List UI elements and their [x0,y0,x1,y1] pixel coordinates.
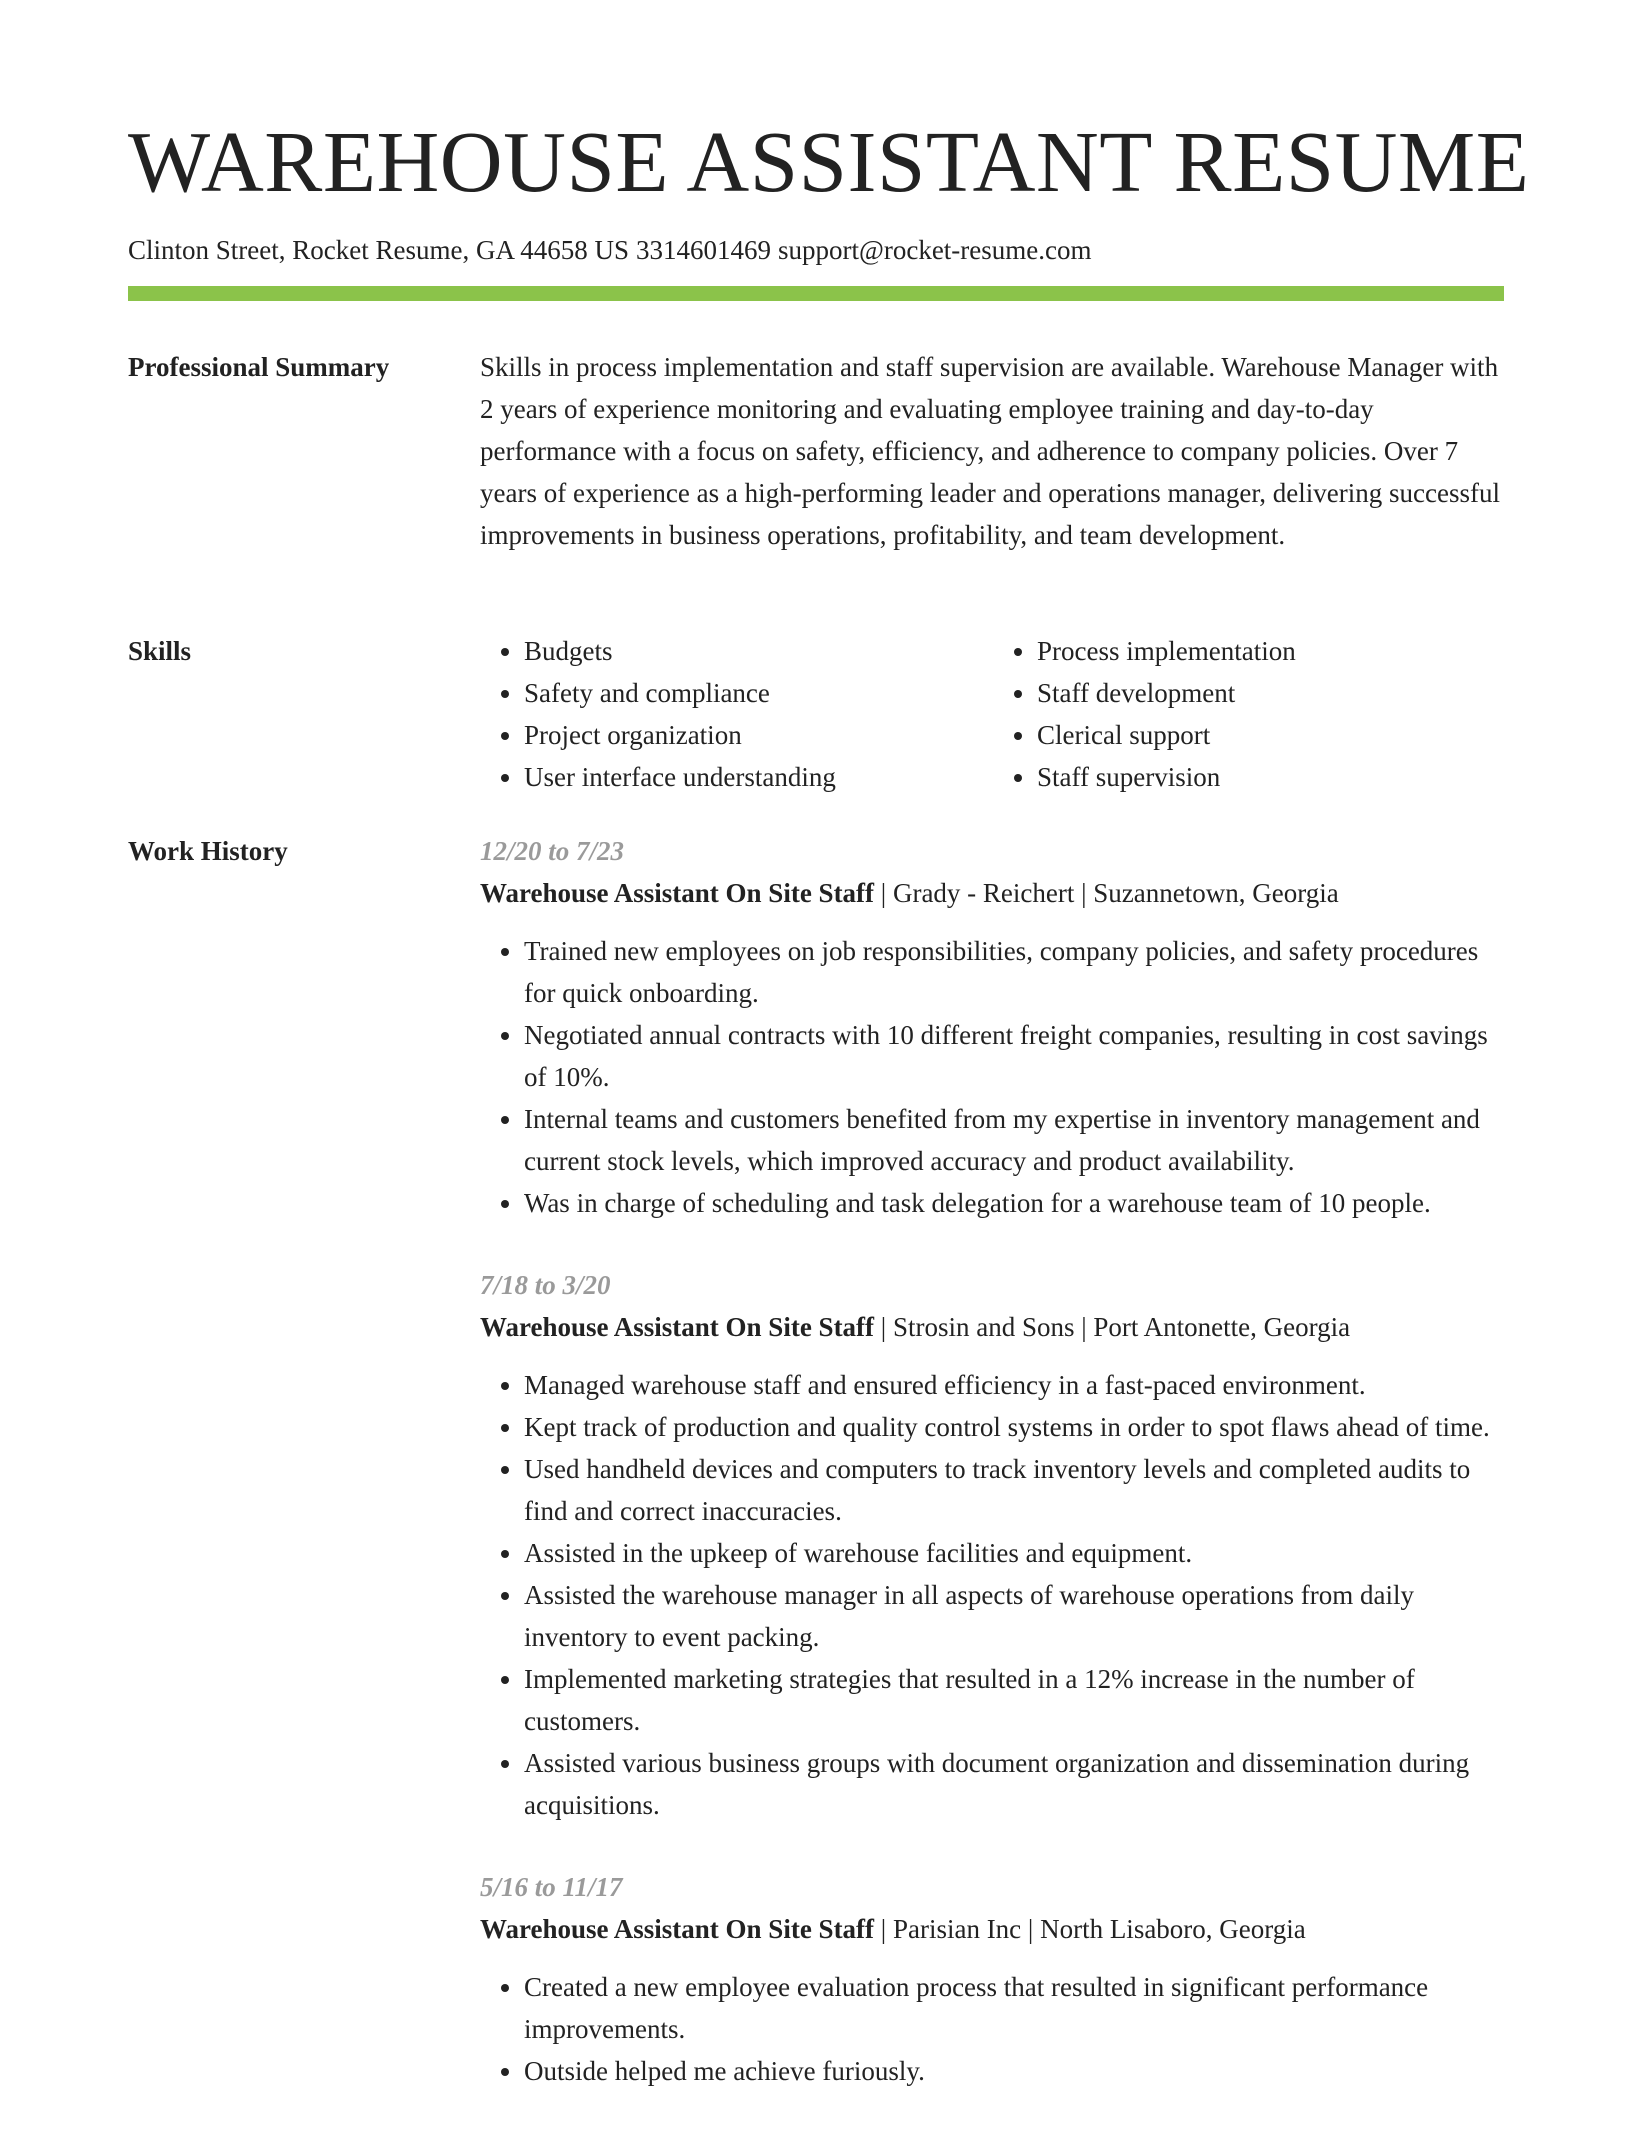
work-history-label: Work History [128,836,288,866]
separator: | [880,1312,887,1342]
resume-title: WAREHOUSE ASSISTANT RESUME [128,113,1530,210]
job-bullet: • Outside helped me achieve furiously. [524,2050,1506,2092]
summary-label: Professional Summary [128,352,390,382]
job-dates: 5/16 to 11/17 [480,1872,623,1902]
job-bullet: • Managed warehouse staff and ensured efficiency in a fast-paced environment. [524,1364,1506,1406]
contact-address: Clinton Street, Rocket Resume, GA 44658 US [128,235,629,265]
job-bullet: • Implemented marketing strategies that resulted in a 12% increase in the number of customers. [524,1658,1506,1742]
skill-item: • User interface understanding [524,756,993,798]
contact-line [128,232,1092,268]
separator: | [1027,1914,1034,1944]
job-bullet-list [480,930,1506,1224]
job-bullet: • Used handheld devices and computers to track inventory levels and completed audits to find and correct inaccuracies. [524,1448,1506,1532]
summary-text: Skills in process implementation and staff supervision are available. Warehouse Manager with 2 years of experience monitoring and evaluating employee training and day-to-day performance with a focus on safety, efficiency, and adherence to company policies. Over 7 years of experience as a high-performing leader and operations manager, delivering successful improvements in business operations, profitability, and team development. [480,352,1500,550]
job-company: Parisian Inc [892,1914,1022,1944]
job-bullet: • Negotiated annual contracts with 10 different freight companies, resulting in cost savings of 10%. [524,1014,1506,1098]
job-title: Warehouse Assistant On Site Staff [480,878,875,908]
separator: | [880,1914,887,1944]
job-bullet: • Kept track of production and quality control systems in order to spot flaws ahead of time. [524,1406,1506,1448]
separator: | [880,878,887,908]
contact-phone: 3314601469 [635,235,771,265]
job-header [480,1306,1506,1348]
skill-item: • Staff development [1037,672,1506,714]
job-location: Port Antonette, Georgia [1093,1312,1351,1342]
job-dates: 12/20 to 7/23 [480,836,625,866]
work-history-body [480,830,1506,2132]
job-entry [480,830,1506,1224]
job-company: Grady - Reichert [892,878,1075,908]
header-divider [128,286,1504,301]
contact-email: support@rocket-resume.com [777,235,1092,265]
job-entry [480,1866,1506,2092]
job-bullet: • Was in charge of scheduling and task delegation for a warehouse team of 10 people. [524,1182,1506,1224]
job-bullet: • Internal teams and customers benefited from my expertise in inventory management and current stock levels, which improved accuracy and product availability. [524,1098,1506,1182]
skills-list-left [480,630,993,798]
job-entry [480,1264,1506,1826]
skill-item: • Process implementation [1037,630,1506,672]
job-location: Suzannetown, Georgia [1093,878,1339,908]
job-bullet-list [480,1966,1506,2092]
separator: | [1081,1312,1087,1342]
skill-item: • Project organization [524,714,993,756]
job-bullet: • Assisted in the upkeep of warehouse facilities and equipment. [524,1532,1506,1574]
skills-body [480,630,1506,798]
summary-body [480,346,1506,556]
job-dates: 7/18 to 3/20 [480,1270,611,1300]
job-header [480,872,1506,914]
job-bullet: • Trained new employees on job responsibilities, company policies, and safety procedures for quick onboarding. [524,930,1506,1014]
skill-item: • Clerical support [1037,714,1506,756]
skills-label: Skills [128,636,192,666]
skill-item: • Staff supervision [1037,756,1506,798]
skill-item: • Budgets [524,630,993,672]
job-title: Warehouse Assistant On Site Staff [480,1914,875,1944]
skill-item: • Safety and compliance [524,672,993,714]
skills-list-right [993,630,1506,798]
job-company: Strosin and Sons [892,1312,1075,1342]
separator: | [1081,878,1087,908]
job-location: North Lisaboro, Georgia [1040,1914,1306,1944]
job-bullet: • Assisted the warehouse manager in all aspects of warehouse operations from daily inventory to event packing. [524,1574,1506,1658]
job-title: Warehouse Assistant On Site Staff [480,1312,875,1342]
job-header [480,1908,1506,1950]
job-bullet-list [480,1364,1506,1826]
job-bullet: • Assisted various business groups with document organization and dissemination during acquisitions. [524,1742,1506,1826]
job-bullet: • Created a new employee evaluation process that resulted in significant performance improvements. [524,1966,1506,2050]
